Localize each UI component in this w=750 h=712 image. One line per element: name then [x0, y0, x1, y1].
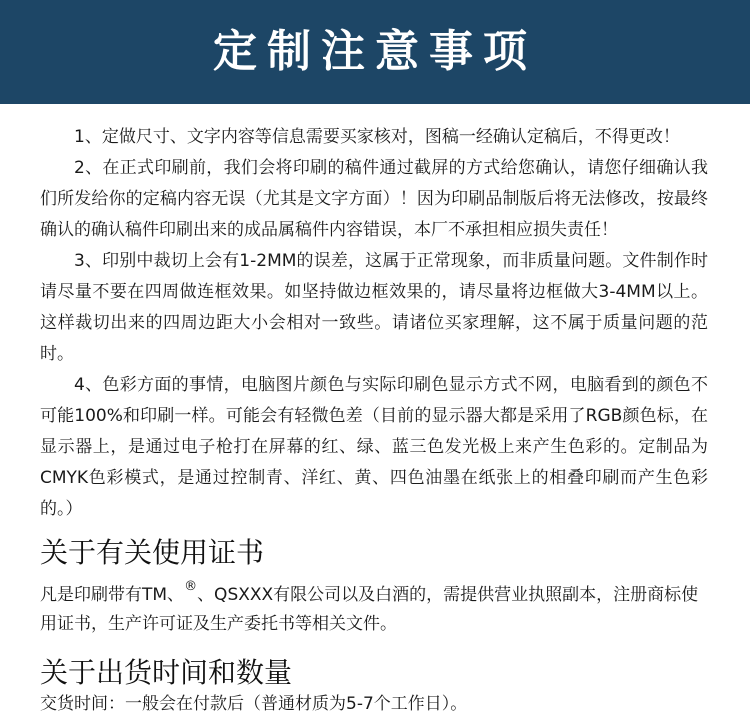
page-title: 定制注意事项: [213, 26, 537, 77]
customization-notes: [40, 122, 708, 525]
note-item: 4、色彩方面的事情，电脑图片颜色与实际印刷色显示方式不网，电脑看到的颜色不可能100%和印刷一样。可能会有轻微色差（目前的显示器大都是采用了RGB颜色标，在显示器上，是通过电子枪打在屏幕的红、绿、蓝三色发光极上来产生色彩的。定制品为CMYK色彩模式，是通过控制青、洋红、黄、四色油墨在纸张上的相叠印刷而产生色彩的。）: [40, 375, 708, 519]
certificate-text-end: 、QSXXX有限公司以及白酒的，需提供营业执照副本，注册商标使用证书，生产许可证及生产委托书等相关文件。: [40, 585, 699, 634]
certificate-text-start: 凡是印刷带有TM、: [40, 585, 185, 605]
note-item: 3、印别中裁切上会有1-2MM的误差，这属于正常现象，而非质量问题。文件制作时请尽量不要在四周做连框效果。如坚持做边框效果的，请尽量将边框做大3-4MM以上。这样裁切出来的四周边距大小会相对一致些。请诸位买家理解，这不属于质量问题的范时。: [40, 251, 708, 364]
certificate-heading: 关于有关使用证书: [40, 536, 265, 569]
shipping-text: 交货时间：一般会在付款后（普通材质为5-7个工作日）。: [40, 694, 468, 712]
note-item: 2、在正式印刷前，我们会将印刷的稿件通过截屏的方式给您确认，请您仔细确认我们所发给你的定稿内容无误（尤其是文字方面）！因为印刷品制版后将无法修改，按最终确认的确认稿件印刷出来的成品属稿件内容错误，本厂不承担相应损失责任！: [40, 158, 708, 240]
header-banner: [0, 0, 750, 104]
shipping-heading: 关于出货时间和数量: [40, 656, 293, 689]
registered-mark: ®: [184, 579, 198, 594]
note-item: 1、定做尺寸、文字内容等信息需要买家核对，图稿一经确认定稿后，不得更改！: [74, 127, 680, 147]
certificate-text: [40, 572, 708, 639]
